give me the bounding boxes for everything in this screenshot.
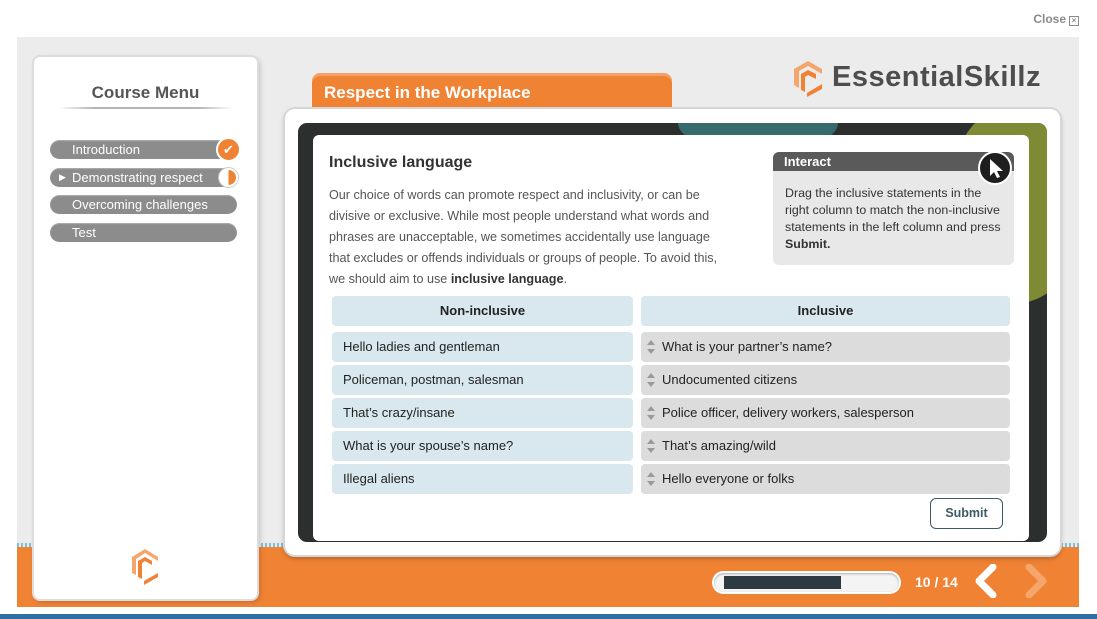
- interact-title: Interact: [773, 152, 1014, 171]
- draggable-inclusive-item[interactable]: [641, 365, 1010, 395]
- checkmark-icon: ✔: [216, 137, 241, 162]
- inclusive-item-label: Hello everyone or folks: [662, 471, 795, 486]
- non-inclusive-item: That’s crazy/insane: [332, 398, 633, 428]
- brand-logo-icon: [790, 57, 826, 97]
- interact-instructions: [773, 171, 1014, 253]
- course-progress-bar: [714, 573, 899, 592]
- sidebar-item-overcoming-challenges[interactable]: [50, 195, 237, 214]
- inclusive-item-label: What is your partner’s name?: [662, 339, 833, 354]
- drag-handle-icon: [646, 438, 656, 454]
- activity-intro: [329, 185, 734, 290]
- course-progress-fill: [724, 576, 841, 589]
- course-menu-panel: [34, 57, 257, 599]
- previous-page-button[interactable]: [973, 564, 1003, 598]
- sidebar-item-test[interactable]: [50, 223, 237, 242]
- bottom-border: [0, 614, 1097, 619]
- draggable-inclusive-item[interactable]: [641, 332, 1010, 362]
- submit-button[interactable]: Submit: [930, 498, 1003, 529]
- course-menu-title: Course Menu: [91, 83, 200, 102]
- draggable-inclusive-item[interactable]: [641, 398, 1010, 428]
- brand-name: EssentialSkillz: [832, 60, 1041, 93]
- draggable-inclusive-item[interactable]: [641, 464, 1010, 494]
- non-inclusive-item: What is your spouse’s name?: [332, 431, 633, 461]
- interact-text: Drag the inclusive statements in the right column to match the non-inclusive statements in the left column and press: [785, 186, 1001, 234]
- course-stage: [17, 37, 1079, 607]
- inclusive-item-label: Undocumented citizens: [662, 372, 798, 387]
- intro-end: .: [563, 272, 567, 286]
- activity-card: [313, 135, 1029, 541]
- intro-emphasis: inclusive language: [450, 272, 564, 286]
- content-frame: [285, 109, 1060, 555]
- drag-handle-icon: [646, 339, 656, 355]
- drag-handle-icon: [646, 405, 656, 421]
- half-progress-icon: [219, 168, 238, 187]
- non-inclusive-header: Non-inclusive: [332, 296, 633, 326]
- interact-box: [773, 152, 1014, 265]
- non-inclusive-item: Illegal aliens: [332, 464, 633, 494]
- course-title-tab: Respect in the Workplace: [312, 73, 672, 109]
- sidebar-item-label: Demonstrating respect: [72, 170, 203, 185]
- play-arrow-icon: ▶: [59, 172, 66, 182]
- cursor-icon: [978, 151, 1012, 185]
- interact-text-bold: Submit.: [785, 237, 831, 251]
- close-icon: ×: [1069, 16, 1079, 26]
- page-counter: 10 / 14: [915, 574, 958, 590]
- non-inclusive-item: Policeman, postman, salesman: [332, 365, 633, 395]
- activity-heading: Inclusive language: [329, 154, 473, 171]
- brand-mark-icon: [128, 545, 162, 585]
- close-label: Close: [1033, 12, 1066, 26]
- sidebar-item-label: Test: [72, 225, 96, 240]
- drag-handle-icon: [646, 471, 656, 487]
- non-inclusive-item: Hello ladies and gentleman: [332, 332, 633, 362]
- next-page-button[interactable]: [1019, 564, 1049, 598]
- inclusive-item-label: That’s amazing/wild: [662, 438, 776, 453]
- inclusive-header: Inclusive: [641, 296, 1010, 326]
- drag-handle-icon: [646, 372, 656, 388]
- sidebar-item-introduction[interactable]: [50, 140, 237, 159]
- sidebar-item-label: Introduction: [72, 142, 140, 157]
- intro-text: Our choice of words can promote respect and inclusivity, or can be divisive or exclusive. While most people understand what words and phrases are unacceptable, we sometimes accidentally use language that excludes or offends individuals or groups of people. To avoid this, we should aim to use: [329, 188, 718, 286]
- close-button[interactable]: [1033, 12, 1079, 26]
- brand-logo: [790, 57, 1041, 97]
- sidebar-item-demonstrating-respect[interactable]: [50, 168, 237, 187]
- draggable-inclusive-item[interactable]: [641, 431, 1010, 461]
- sidebar-item-label: Overcoming challenges: [72, 197, 208, 212]
- inclusive-item-label: Police officer, delivery workers, salesperson: [662, 405, 914, 420]
- menu-divider: [58, 107, 233, 109]
